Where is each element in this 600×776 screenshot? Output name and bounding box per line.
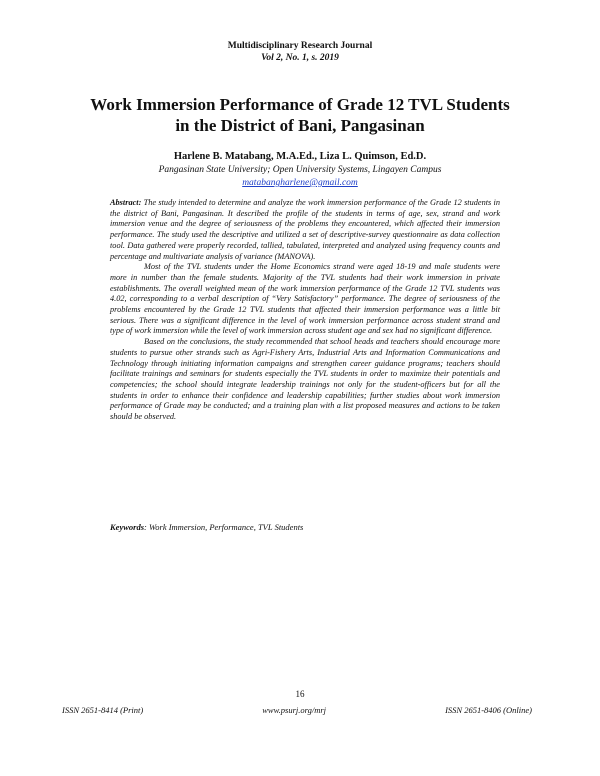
- email-link[interactable]: matabangharlene@gmail.com: [242, 178, 358, 188]
- abstract-paragraph-1: [110, 198, 500, 262]
- paper-title: [40, 94, 560, 136]
- abstract-label: Abstract:: [110, 198, 142, 207]
- abstract-paragraph-3: Based on the conclusions, the study recommended that school heads and teachers should encourage more students to pursue other strands such as Agri-Fishery Arts, Industrial Arts and Information Communications and Technology through initiating information campaigns and strengthen career guidance programs; teachers should facilitate trainings and seminars for students especially the TVL students in order to maximize their potentials and competencies; the school should integrate leadership trainings not only for the student-officers but for all the students in order to enhance their confidence and leadership capabilities; further studies about work immersion performance of Grade may be conducted; and a training plan with a list proposed measures and actions to be taken should be observed.: [110, 337, 500, 422]
- keywords-text: : Work Immersion, Performance, TVL Students: [144, 522, 304, 532]
- title-line-1: Work Immersion Performance of Grade 12 TVL Students: [90, 95, 510, 114]
- abstract: [110, 198, 500, 423]
- issn-print: ISSN 2651-8414 (Print): [62, 705, 144, 715]
- website: www.psurj.org/mrj: [262, 705, 327, 715]
- title-line-2: in the District of Bani, Pangasinan: [175, 116, 425, 135]
- abstract-text-1: The study intended to determine and analyze the work immersion performance of the Grade 12 students in the district of Bani, Pangasinan. It described the profile of the students in terms of age, sex, strand and work immersion venue and the degree of seriousness of the problems they encountered, which affected their immersion performance. The study used the descriptive and utilized a set of descriptive-survey questionnaire as data collection tool. Data gathered were properly recorded, tallied, tabulated, interpreted and analyzed using frequency counts and percentage and multivariate analysis of variance (MANOVA).: [110, 198, 501, 261]
- journal-header: [0, 40, 600, 64]
- email-line: [0, 177, 600, 189]
- abstract-paragraph-2: Most of the TVL students under the Home Economics strand were aged 18-19 and male students were more in number than the female students. Majority of the TVL students had their work immersion in private establishments. The overall weighted mean of the work immersion performance of the Grade 12 TVL students was 4.02, corresponding to a verbal description of “Very Satisfactory” performance. The degree of seriousness of the problems encountered by the Grade 12 TVL students that affected their immersion performance was a little bit serious. There was a significant difference in the level of work immersion performance across student strand and type of work immersion while the level of work immersion across student age and sex had no significant difference.: [110, 262, 500, 336]
- issn-online: ISSN 2651-8406 (Online): [445, 705, 532, 715]
- footer: [62, 705, 532, 715]
- keywords: [110, 522, 500, 533]
- journal-volume: Vol 2, No. 1, s. 2019: [261, 53, 339, 63]
- page-number: 16: [295, 689, 305, 699]
- affiliation: Pangasinan State University; Open University Systems, Lingayen Campus: [158, 165, 442, 175]
- authors: Harlene B. Matabang, M.A.Ed., Liza L. Quimson, Ed.D.: [173, 151, 427, 162]
- keywords-label: Keywords: [110, 522, 144, 532]
- journal-name: Multidisciplinary Research Journal: [227, 41, 373, 51]
